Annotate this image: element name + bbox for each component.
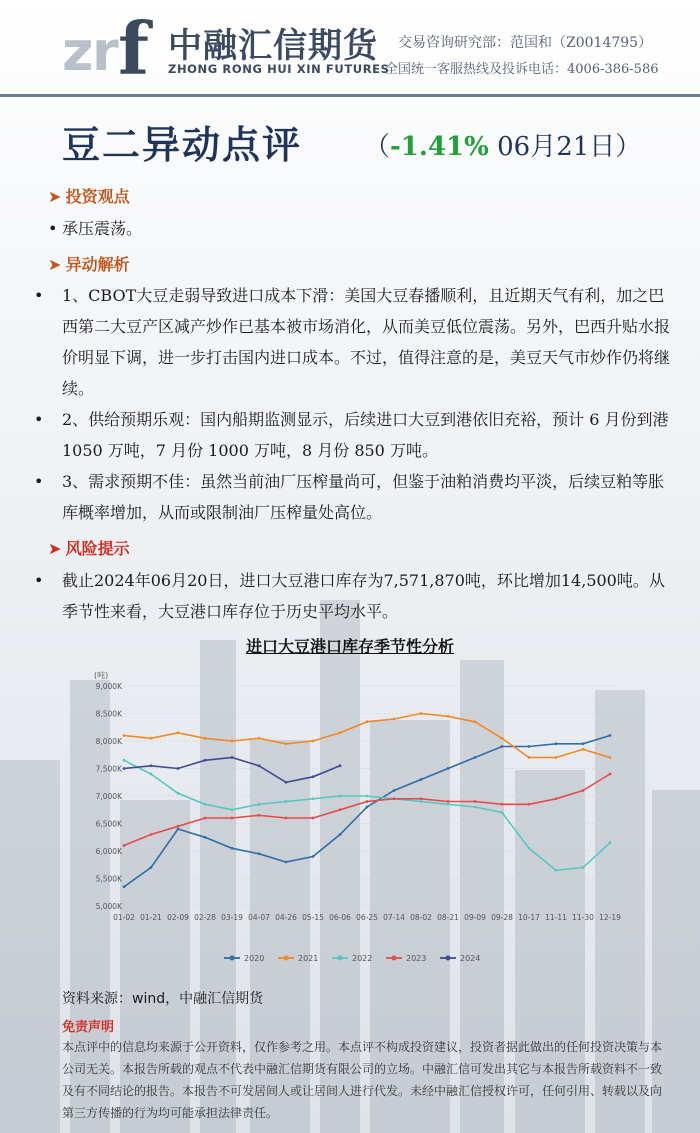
data-point-2020: [393, 789, 396, 792]
x-tick-label: 06-25: [356, 913, 378, 922]
data-point-2023: [366, 800, 369, 803]
report-title: 豆二异动点评: [62, 122, 303, 167]
data-point-2023: [393, 797, 396, 800]
data-point-2023: [312, 817, 315, 820]
data-point-2022: [609, 841, 612, 844]
data-point-2023: [555, 797, 558, 800]
data-point-2020: [366, 806, 369, 809]
svg-text:f: f: [118, 12, 149, 80]
data-point-2020: [528, 745, 531, 748]
x-tick-label: 02-09: [167, 913, 189, 922]
legend-marker-2022: [338, 956, 343, 961]
view-paragraph: • 承压震荡。: [48, 213, 660, 244]
data-point-2023: [447, 800, 450, 803]
legend-label-2022: 2022: [352, 954, 373, 963]
data-point-2020: [285, 861, 288, 864]
data-point-2022: [501, 811, 504, 814]
data-point-2024: [150, 764, 153, 767]
x-tick-label: 03-19: [221, 913, 243, 922]
data-point-2024: [123, 767, 126, 770]
y-tick-label: 7,500K: [95, 764, 122, 774]
data-source: 资料来源：wind，中融汇信期货: [62, 991, 264, 1007]
x-tick-label: 02-28: [194, 913, 216, 922]
analysis-item-2: • 2、供给预期乐观：国内船期监测显示，后续进口大豆到港依旧充裕，预计 6 月份到港 1050 万吨，7 月份 1000 万吨，8 月份 850 万吨。: [48, 404, 674, 466]
x-tick-label: 12-19: [599, 913, 621, 922]
data-point-2023: [177, 825, 180, 828]
change-percent: -1.41%: [390, 132, 489, 162]
data-point-2022: [420, 800, 423, 803]
y-tick-label: 6,500K: [95, 819, 122, 829]
x-tick-label: 09-09: [464, 913, 486, 922]
y-tick-label: 7,000K: [95, 792, 122, 801]
data-point-2021: [393, 718, 396, 721]
legend-marker-2020: [230, 956, 235, 961]
section-heading-risk: ➤ 风险提示: [48, 539, 130, 558]
data-point-2020: [501, 745, 504, 748]
x-tick-label: 09-28: [491, 913, 513, 922]
data-point-2023: [123, 844, 126, 847]
data-point-2022: [258, 803, 261, 806]
company-name-en: ZHONG RONG HUI XIN FUTURES: [168, 62, 390, 76]
analyst-contact: 交易咨询研究部：范国和（Z0014795）: [398, 35, 653, 51]
data-point-2023: [501, 803, 504, 806]
data-point-2021: [447, 715, 450, 718]
data-point-2022: [312, 797, 315, 800]
data-point-2021: [285, 742, 288, 745]
arrow-icon: ➤: [48, 187, 62, 206]
bullet-icon: •: [34, 286, 44, 305]
data-point-2023: [474, 800, 477, 803]
y-tick-label: 5,500K: [95, 874, 122, 884]
title-subline: [364, 126, 641, 163]
data-point-2021: [204, 737, 207, 740]
analysis-item-3: • 3、需求预期不佳：虽然当前油厂压榨量尚可，但鉴于油粕消费均平淡，后续豆粕等胀库概率增加，从而或限制油厂压榨量处高位。: [48, 466, 674, 528]
legend-label-2023: 2023: [406, 954, 427, 963]
analysis-item-1: • 1、CBOT大豆走弱导致进口成本下滑：美国大豆春播顺利，且近期天气有利，加之巴西第二大豆产区减产炒作已基本被市场消化，从而美豆低位震荡。另外，巴西升贴水报价明显下调，进一步打击国内进口成本。不过，值得注意的是，美豆天气市炒作仍将继续。: [48, 280, 674, 404]
x-tick-label: 06-06: [329, 913, 351, 922]
data-point-2022: [582, 866, 585, 869]
svg-text:r: r: [92, 20, 119, 80]
x-tick-label: 11-30: [572, 913, 594, 922]
data-point-2022: [177, 792, 180, 795]
data-point-2024: [204, 759, 207, 762]
data-point-2024: [339, 764, 342, 767]
legend-label-2024: 2024: [460, 954, 481, 963]
y-tick-label: 8,000K: [95, 737, 122, 746]
data-point-2020: [231, 847, 234, 850]
data-point-2021: [528, 756, 531, 759]
data-point-2022: [474, 806, 477, 809]
data-point-2023: [258, 814, 261, 817]
data-point-2020: [177, 828, 180, 831]
data-point-2020: [609, 734, 612, 737]
hotline-contact: 全国统一客服热线及投诉电话：4006-386-586: [385, 62, 659, 77]
data-point-2021: [312, 740, 315, 743]
data-point-2020: [204, 836, 207, 839]
data-point-2021: [177, 731, 180, 734]
data-point-2021: [474, 720, 477, 723]
company-name-cn: 中融汇信期货: [168, 26, 378, 66]
x-tick-label: 01-21: [140, 913, 162, 922]
data-point-2020: [339, 833, 342, 836]
arrow-icon: ➤: [48, 539, 62, 558]
x-tick-label: 08-02: [410, 913, 432, 922]
data-point-2020: [447, 767, 450, 770]
x-tick-label: 10-17: [518, 913, 540, 922]
data-point-2023: [150, 833, 153, 836]
y-tick-label: 8,500K: [95, 709, 122, 719]
data-point-2020: [258, 852, 261, 855]
legend-label-2021: 2021: [298, 954, 319, 963]
data-point-2020: [582, 742, 585, 745]
disclaimer-text: 本点评中的信息均来源于公开资料，仅作参考之用。本点评不构成投资建议，投资者据此做出的任何投资决策与本公司无关。本报告所载的观点不代表中融汇信期货有限公司的立场。中融汇信可发出其它与本报告所载资料不一致及有不同结论的报告。本报告不可发居间人或让居间人进行代发。未经中融汇信授权许可，任何引用、转载以及向第三方传播的行为均可能承担法律责任。: [62, 1040, 663, 1120]
y-axis-unit: (吨): [94, 671, 109, 680]
section-heading-analysis: ➤ 异动解析: [48, 255, 130, 274]
bullet-icon: •: [34, 571, 44, 590]
data-point-2022: [123, 759, 126, 762]
data-point-2020: [474, 756, 477, 759]
x-tick-label: 01-02: [113, 913, 135, 922]
data-point-2023: [420, 797, 423, 800]
risk-paragraph: • 截止2024年06月20日，进口大豆港口库存为7,571,870吨，环比增加14,500吨。从季节性来看，大豆港口库存位于历史平均水平。: [48, 565, 674, 627]
data-point-2022: [447, 803, 450, 806]
x-tick-label: 08-21: [437, 913, 459, 922]
data-point-2022: [528, 847, 531, 850]
data-point-2021: [366, 720, 369, 723]
legend-marker-2021: [284, 956, 289, 961]
bullet-icon: •: [34, 410, 44, 429]
x-tick-label: 04-26: [275, 913, 297, 922]
data-point-2023: [339, 808, 342, 811]
title-open-paren: （: [364, 132, 391, 162]
data-point-2023: [528, 803, 531, 806]
company-logo-mark: [62, 12, 158, 80]
bullet-icon: •: [34, 472, 44, 491]
data-point-2023: [582, 789, 585, 792]
data-point-2020: [312, 855, 315, 858]
report-date: 06月21日）: [488, 132, 642, 162]
data-point-2021: [231, 740, 234, 743]
data-point-2022: [366, 795, 369, 798]
data-point-2021: [339, 731, 342, 734]
data-point-2020: [123, 885, 126, 888]
arrow-icon: ➤: [48, 255, 62, 274]
data-point-2020: [555, 742, 558, 745]
legend-label-2020: 2020: [244, 954, 265, 963]
data-point-2023: [204, 817, 207, 820]
data-point-2020: [420, 778, 423, 781]
data-point-2022: [555, 869, 558, 872]
x-tick-label: 11-11: [545, 913, 567, 922]
y-tick-label: 5,000K: [95, 902, 122, 911]
data-point-2021: [582, 748, 585, 751]
data-point-2022: [231, 808, 234, 811]
section-heading-view: ➤ 投资观点: [48, 187, 130, 206]
data-point-2022: [339, 795, 342, 798]
data-point-2021: [258, 737, 261, 740]
data-point-2021: [123, 734, 126, 737]
svg-text:z: z: [62, 20, 94, 80]
data-point-2021: [555, 756, 558, 759]
legend-marker-2023: [392, 956, 397, 961]
header-divider: [0, 94, 700, 97]
data-point-2024: [285, 781, 288, 784]
series-line-2021: [124, 714, 610, 758]
data-point-2021: [420, 712, 423, 715]
legend-marker-2024: [446, 956, 451, 961]
data-point-2024: [258, 764, 261, 767]
x-tick-label: 05-15: [302, 913, 324, 922]
data-point-2021: [501, 737, 504, 740]
data-point-2024: [177, 767, 180, 770]
x-tick-label: 04-07: [248, 913, 270, 922]
y-tick-label: 9,000K: [95, 682, 122, 691]
disclaimer-title: 免责声明: [62, 1020, 115, 1035]
data-point-2023: [609, 773, 612, 776]
data-point-2022: [285, 800, 288, 803]
inventory-seasonal-chart: [94, 666, 634, 976]
x-tick-label: 07-14: [383, 913, 405, 922]
data-point-2022: [150, 773, 153, 776]
series-line-2022: [124, 760, 610, 870]
data-point-2022: [204, 803, 207, 806]
data-point-2021: [609, 756, 612, 759]
bullet-icon: •: [48, 219, 58, 238]
data-point-2024: [312, 775, 315, 778]
data-point-2024: [231, 756, 234, 759]
data-point-2020: [150, 866, 153, 869]
data-point-2023: [285, 817, 288, 820]
data-point-2021: [150, 737, 153, 740]
chart-title: 进口大豆港口库存季节性分析: [245, 637, 454, 656]
data-point-2023: [231, 817, 234, 820]
y-tick-label: 6,000K: [95, 847, 122, 856]
